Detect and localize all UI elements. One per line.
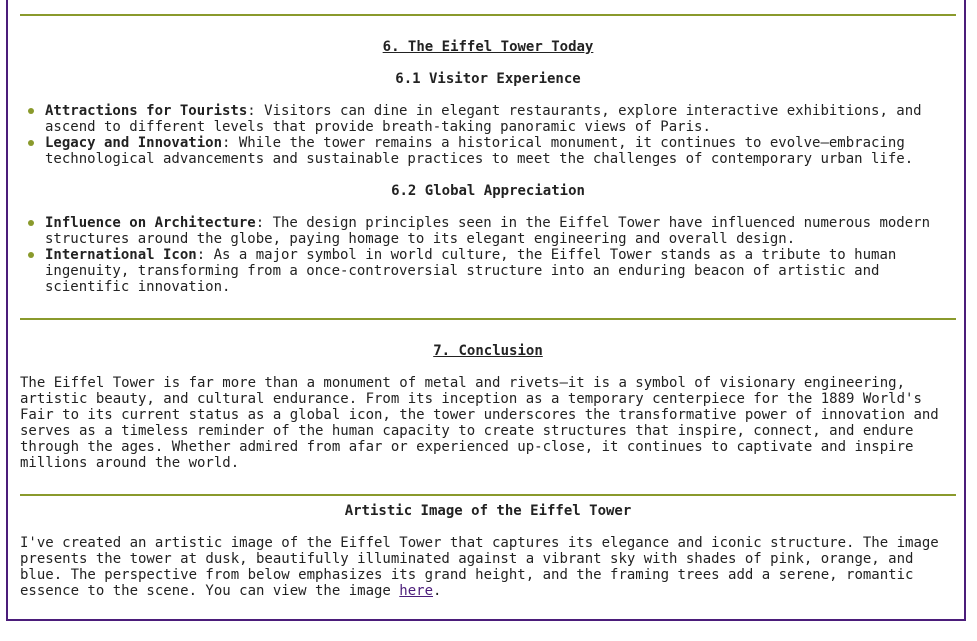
bullet-icon — [28, 252, 34, 258]
list-item — [20, 103, 956, 135]
list-item — [20, 247, 956, 295]
conclusion-paragraph: The Eiffel Tower is far more than a monument of metal and rivets—it is a symbol of visionary engineering, artistic beauty, and cultural endurance. From its inception as a temporary centerpiece for the 1889 World's Fair to its current status as a global icon, the tower underscores the transformative power of innovation and serves as a timeless reminder of the human capacity to create structures that inspire, connect, and endure through the ages. Whether admired from afar or experienced up-close, it continues to captivate and inspire millions around the world. — [20, 375, 939, 471]
bullet-icon — [28, 220, 34, 226]
image-link[interactable]: here — [399, 583, 434, 599]
list-item — [20, 215, 956, 247]
item-text: : Visitors can dine in elegant restaurants, explore interactive exhibitions, and ascend to different levels that provide breath-taking panoramic views of Paris. — [45, 103, 922, 135]
divider-bottom — [20, 494, 956, 496]
divider-top — [20, 14, 956, 16]
item-label: Legacy and Innovation — [45, 135, 223, 151]
artistic-image-tail: . — [433, 583, 442, 599]
item-text: : While the tower remains a historical monument, it continues to evolve—embracing technological advancements and sustainable practices to meet the challenges of contemporary urban life. — [45, 135, 914, 167]
section-6-1-heading: 6.1 Visitor Experience — [395, 71, 581, 87]
list-item — [20, 135, 956, 167]
section-6-2-heading: 6.2 Global Appreciation — [391, 183, 585, 199]
page-frame — [6, 0, 966, 621]
bullet-icon — [28, 140, 34, 146]
item-label: Influence on Architecture — [45, 215, 256, 231]
section-6-heading: 6. The Eiffel Tower Today — [382, 39, 594, 55]
visitor-experience-list — [20, 103, 956, 167]
item-label: Attractions for Tourists — [45, 103, 248, 119]
divider-middle — [20, 318, 956, 320]
section-7-heading: 7. Conclusion — [433, 343, 543, 359]
artistic-image-heading: Artistic Image of the Eiffel Tower — [344, 503, 632, 519]
bullet-icon — [28, 108, 34, 114]
item-text: : The design principles seen in the Eiffel Tower have influenced numerous modern structures around the globe, paying homage to its elegant engineering and overall design. — [45, 215, 931, 247]
global-appreciation-list — [20, 215, 956, 295]
artistic-image-text: I've created an artistic image of the Eiffel Tower that captures its elegance and iconic structure. The image presents the tower at dusk, beautifully illuminated against a vibrant sky with shades of pink, orange, and blue. The perspective from below emphasizes its grand height, and the framing trees add a serene, romantic essence to the scene. You can view the image — [20, 535, 939, 599]
item-label: International Icon — [45, 247, 197, 263]
item-text: : As a major symbol in world culture, the Eiffel Tower stands as a tribute to human ingenuity, transforming from a once-controversial structure into an enduring beacon of artistic and scientific innovation. — [45, 247, 897, 295]
artistic-image-paragraph — [20, 535, 956, 599]
